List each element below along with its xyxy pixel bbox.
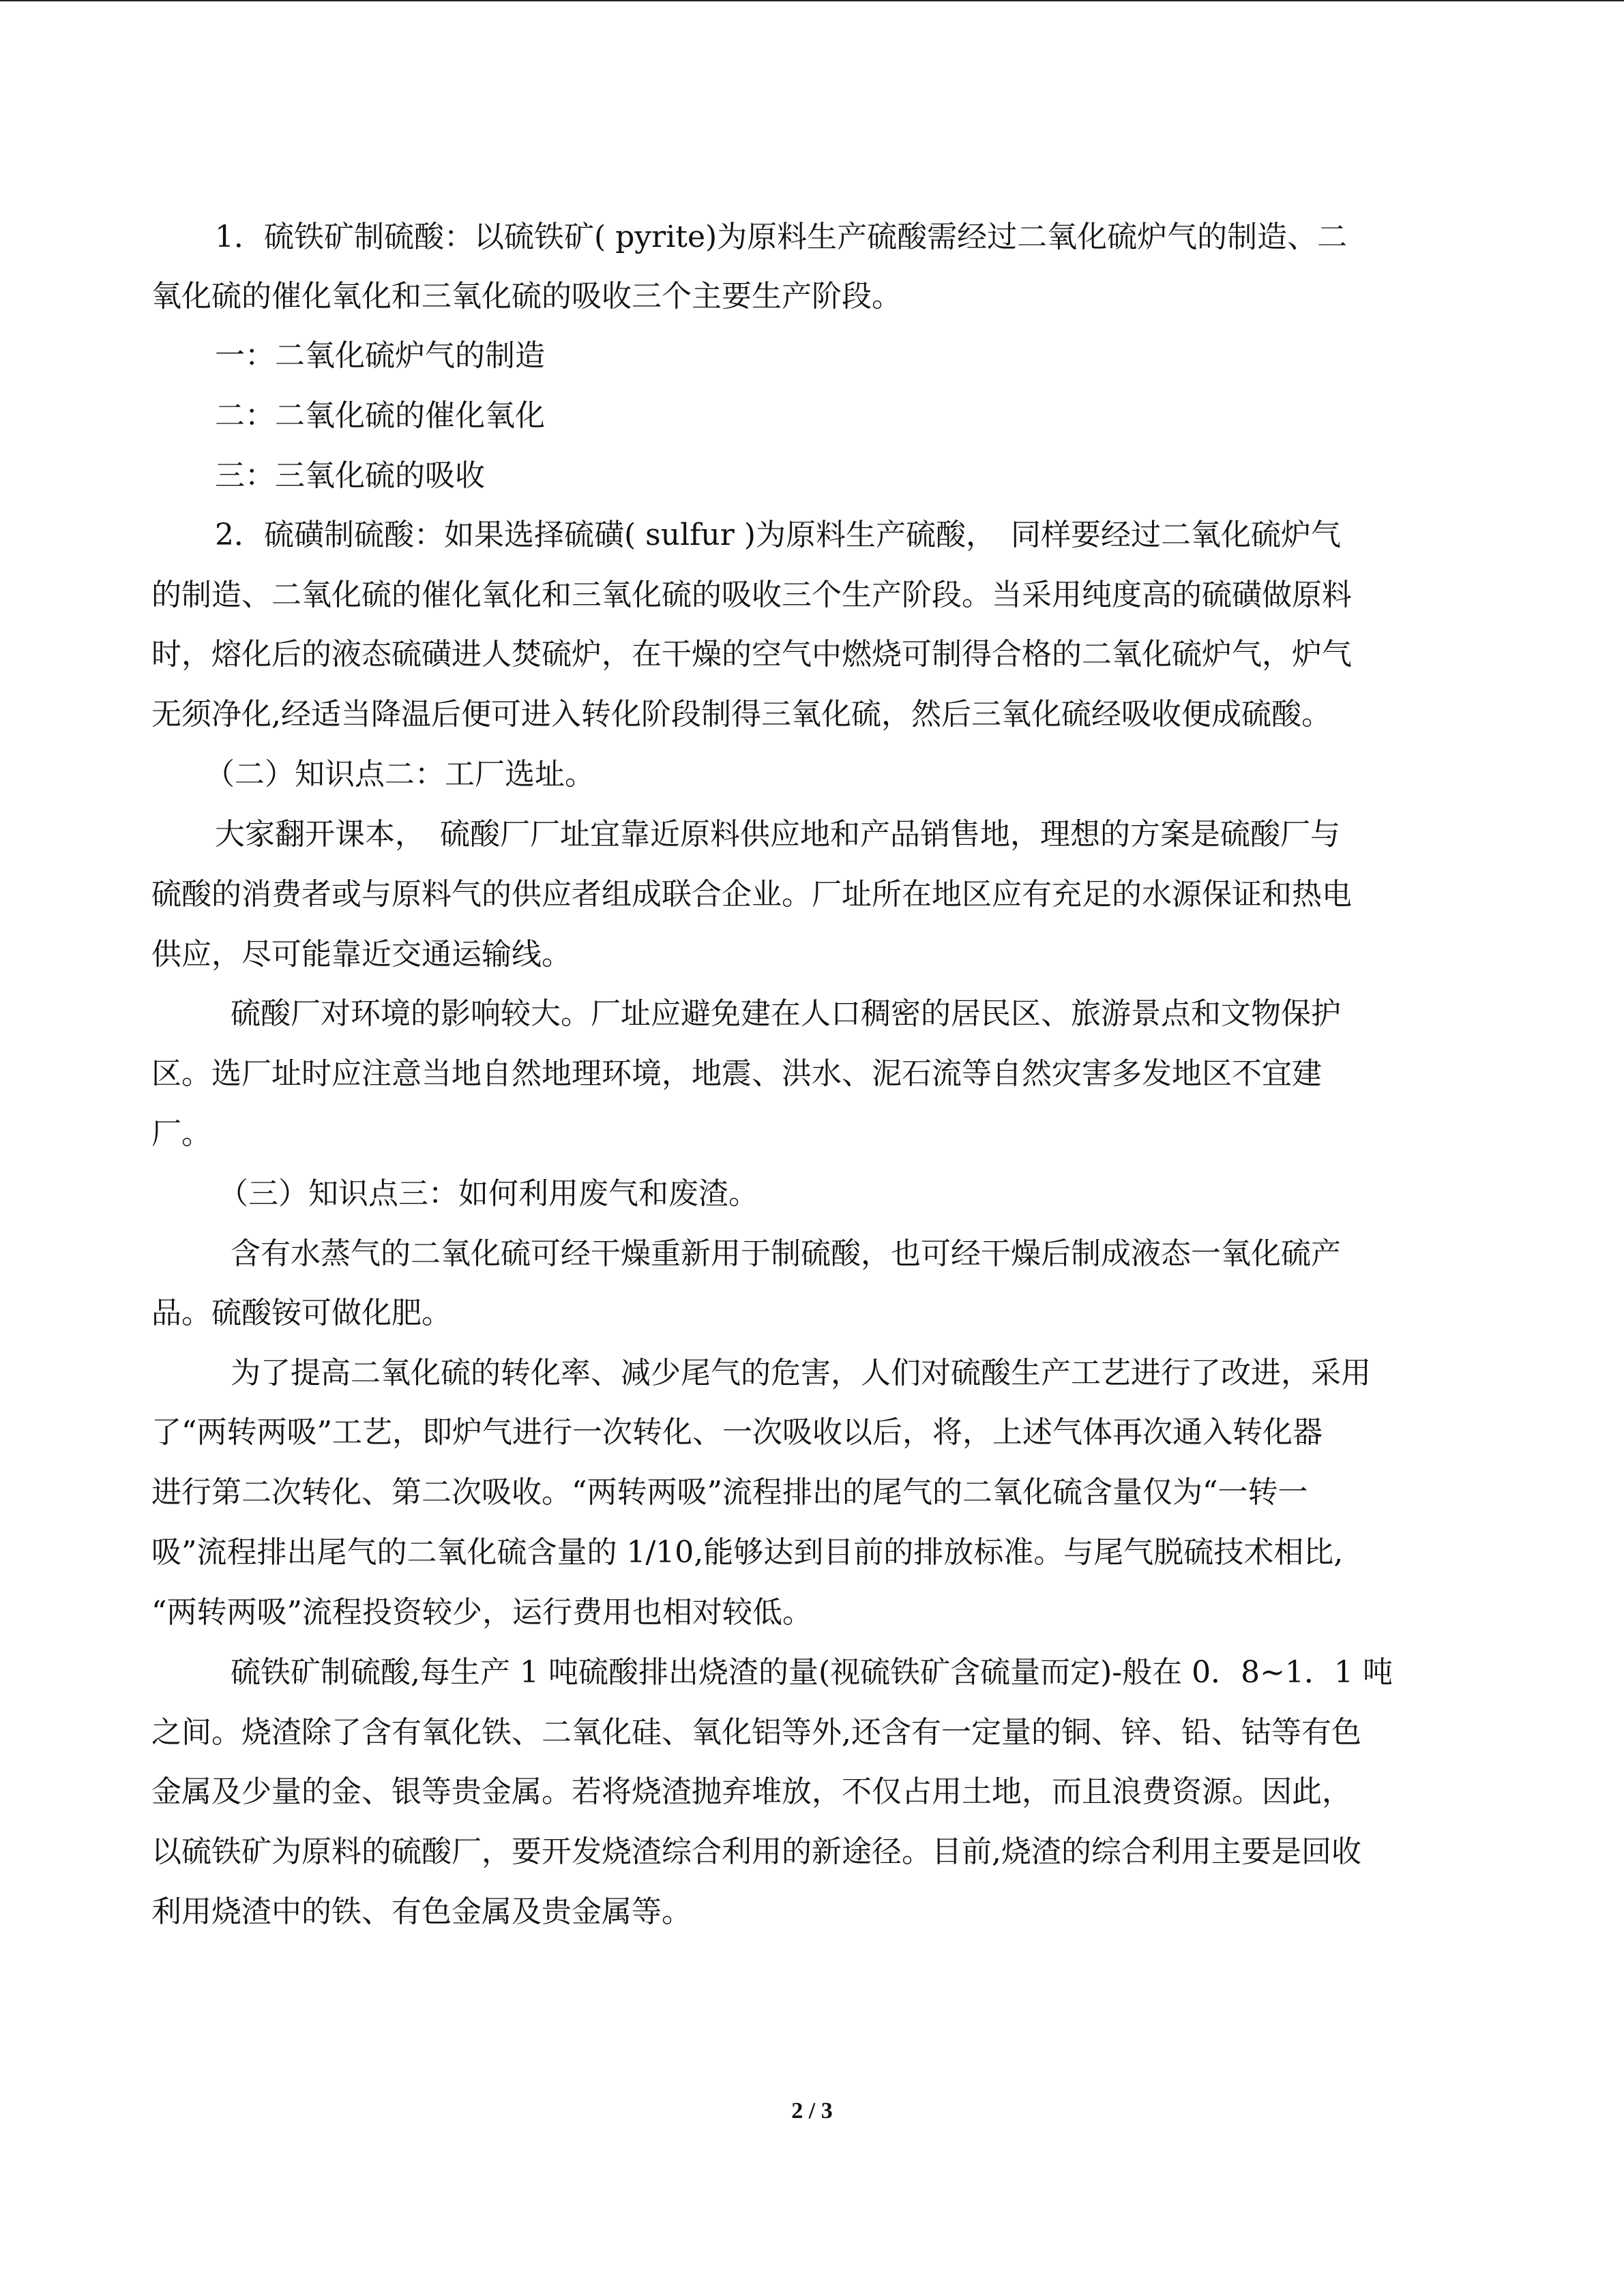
- text-line: 区。选厂址时应注意当地自然地理环境，地震、洪水、泥石流等自然灾害多发地区不宜建: [151, 1056, 1322, 1091]
- text-line: 吸”流程排出尾气的二氧化硫含量的 1/10,能够达到目前的排放标准。与尾气脱硫技术相比,: [151, 1535, 1344, 1570]
- text-line: 进行第二次转化、第二次吸收。“两转两吸”流程排出的尾气的二氧化硫含量仅为“一转一: [151, 1475, 1308, 1510]
- page-number: 2 / 3: [791, 2098, 833, 2123]
- text-line: 利用烧渣中的铁、有色金属及贵金属等。: [151, 1894, 692, 1929]
- text-line: 金属及少量的金、银等贵金属。若将烧渣抛弃堆放，不仅占用土地，而且浪费资源。因此，: [151, 1774, 1352, 1809]
- text-line: “两转两吸”流程投资较少，运行费用也相对较低。: [151, 1595, 812, 1630]
- text-line: 硫酸的消费者或与原料气的供应者组成联合企业。厂址所在地区应有充足的水源保证和热电: [151, 877, 1352, 912]
- section-heading: （二）知识点二：工厂选址。: [205, 757, 595, 792]
- text-line: 之间。烧渣除了含有氧化铁、二氧化硅、氧化铝等外,还含有一定量的铜、锌、铅、钴等有色: [151, 1715, 1361, 1750]
- text-line: 品。硫酸铵可做化肥。: [151, 1296, 452, 1330]
- text-line: 硫铁矿制硫酸,每生产 1 吨硫酸排出烧渣的量(视硫铁矿含硫量而定)-般在 0．8~1．1 吨: [231, 1655, 1393, 1690]
- text-line: 供应，尽可能靠近交通运输线。: [151, 937, 572, 972]
- text-line: 时，熔化后的液态硫磺进人焚硫炉，在干燥的空气中燃烧可制得合格的二氧化硫炉气，炉气: [151, 637, 1352, 672]
- text-line: 的制造、二氧化硫的催化氧化和三氧化硫的吸收三个生产阶段。当采用纯度高的硫磺做原料: [151, 578, 1352, 612]
- text-line: 硫酸厂对环境的影响较大。厂址应避免建在人口稠密的居民区、旅游景点和文物保护: [231, 996, 1341, 1031]
- text-line: 厂。: [151, 1116, 211, 1151]
- text-line: 1．硫铁矿制硫酸：以硫铁矿( pyrite)为原料生产硫酸需经过二氧化硫炉气的制造、二: [215, 220, 1348, 254]
- text-line: 三：三氧化硫的吸收: [215, 458, 485, 493]
- text-line: 二：二氧化硫的催化氧化: [215, 398, 545, 433]
- text-line: 以硫铁矿为原料的硫酸厂，要开发烧渣综合利用的新途径。目前,烧渣的综合利用主要是回收: [151, 1834, 1361, 1869]
- text-line: 了“两转两吸”工艺，即炉气进行一次转化、一次吸收以后，将，上述气体再次通入转化器: [151, 1415, 1323, 1450]
- text-line: 2．硫磺制硫酸：如果选择硫磺( sulfur )为原料生产硫酸， 同样要经过二氧化硫炉气: [215, 518, 1341, 552]
- section-heading: （三）知识点三：如何利用废气和废渣。: [218, 1176, 758, 1211]
- text-line: 大家翻开课本， 硫酸厂厂址宜靠近原料供应地和产品销售地，理想的方案是硫酸厂与: [215, 817, 1340, 852]
- text-line: 含有水蒸气的二氧化硫可经干燥重新用于制硫酸，也可经干燥后制成液态一氧化硫产: [231, 1236, 1341, 1271]
- text-line: 为了提高二氧化硫的转化率、减少尾气的危害，人们对硫酸生产工艺进行了改进，采用: [231, 1356, 1371, 1390]
- text-line: 一：二氧化硫炉气的制造: [215, 338, 545, 373]
- text-line: 无须净化,经适当降温后便可进入转化阶段制得三氧化硫，然后三氧化硫经吸收便成硫酸。: [151, 697, 1331, 732]
- text-line: 氧化硫的催化氧化和三氧化硫的吸收三个主要生产阶段。: [151, 279, 902, 314]
